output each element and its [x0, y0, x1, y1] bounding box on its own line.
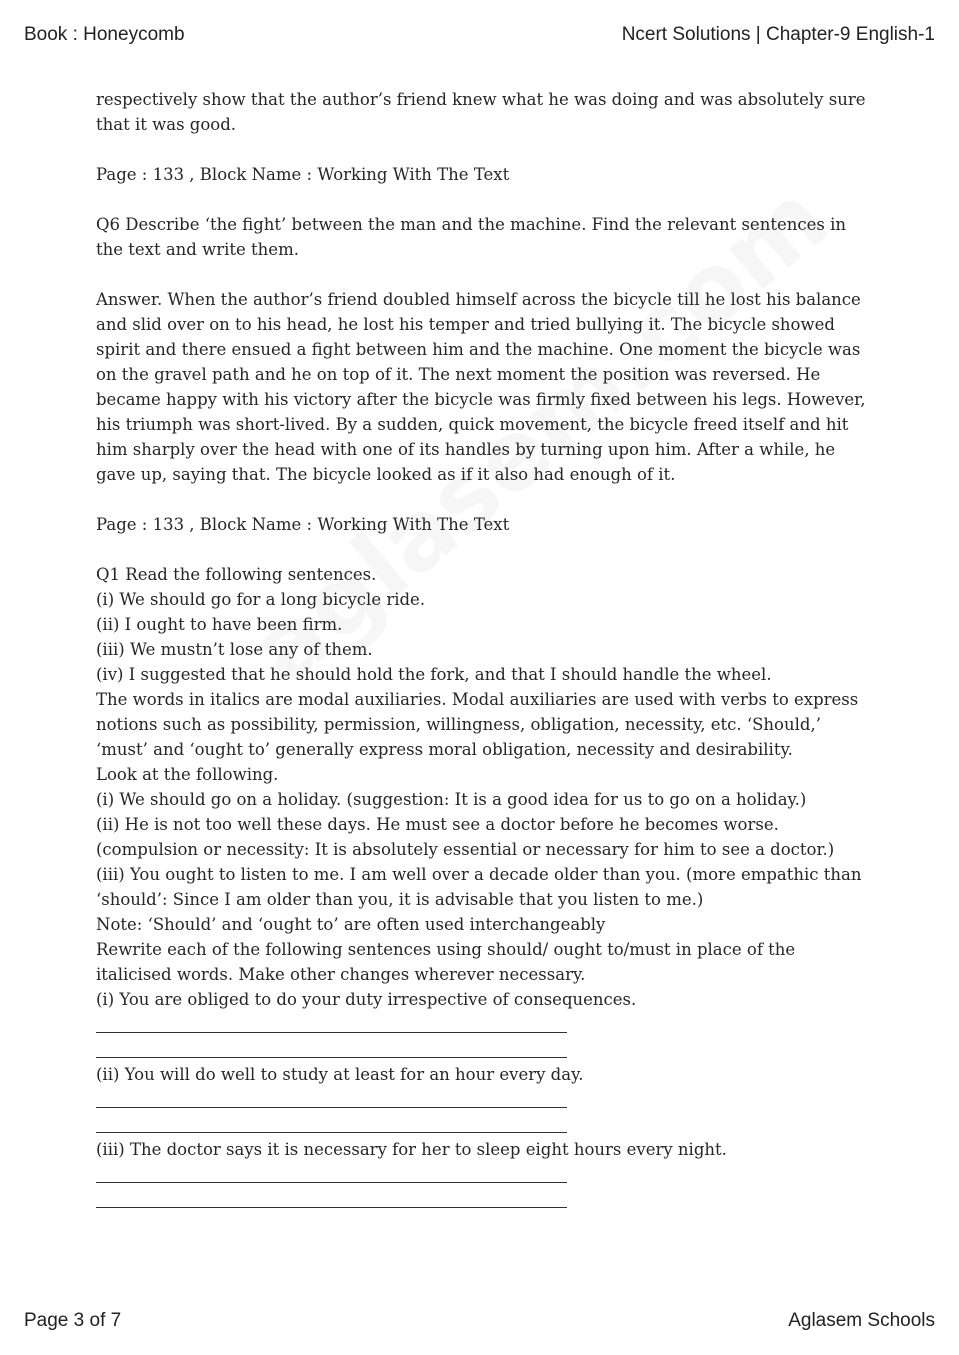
example-explanation: (i) We should go on a holiday. (suggestion: It is a good idea for us to go on a holiday.)	[96, 790, 807, 809]
example-explanation: (iii) You ought to listen to me. I am well over a decade older than you. (more empathic than ‘should’: Since I am older than you, it is advisable that you listen to me.)	[96, 865, 862, 909]
answer-blank-line[interactable]	[96, 1112, 567, 1137]
answer-blank-line[interactable]	[96, 1037, 567, 1062]
question-1-heading: Q1 Read the following sentences.	[96, 565, 377, 584]
exercise-item: (i) You are obliged to do your duty irrespective of consequences.	[96, 990, 637, 1009]
answer-blank-line[interactable]	[96, 1162, 567, 1187]
example-explanation: (ii) He is not too well these days. He must see a doctor before he becomes worse. (compulsion or necessity: It is absolutely essential or necessary for him to see a doctor.)	[96, 815, 835, 859]
look-heading: Look at the following.	[96, 765, 279, 784]
exercise-item: (iii) The doctor says it is necessary for her to sleep eight hours every night.	[96, 1140, 727, 1159]
answer-blank-line[interactable]	[96, 1012, 567, 1037]
question-6: Q6 Describe ‘the fight’ between the man and the machine. Find the relevant sentences in the text and write them.	[96, 215, 846, 259]
page-reference: Page : 133 , Block Name : Working With The Text	[96, 165, 510, 184]
example-sentence: (i) We should go for a long bicycle ride.	[96, 590, 426, 609]
answer-blank-line[interactable]	[96, 1087, 567, 1112]
example-sentence: (iii) We mustn’t lose any of them.	[96, 640, 373, 659]
header-book-title: Book : Honeycomb	[24, 24, 185, 45]
explanation-paragraph: The words in italics are modal auxiliaries. Modal auxiliaries are used with verbs to express notions such as possibility, permission, willingness, obligation, necessity, etc. ‘Should,’ ‘must’ and ‘ought to’ generally express moral obligation, necessity and desirability.	[96, 690, 859, 759]
page-content	[96, 87, 866, 1212]
note-text: Note: ‘Should’ and ‘ought to’ are often used interchangeably	[96, 915, 606, 934]
answer-blank-line[interactable]	[96, 1187, 567, 1212]
example-sentence: (ii) I ought to have been firm.	[96, 615, 343, 634]
exercise-item: (ii) You will do well to study at least for an hour every day.	[96, 1065, 584, 1084]
header-chapter-title: Ncert Solutions | Chapter-9 English-1	[621, 24, 935, 45]
footer-brand: Aglasem Schools	[788, 1310, 935, 1331]
intro-paragraph: respectively show that the author’s friend knew what he was doing and was absolutely sure that it was good.	[96, 90, 866, 134]
example-sentence: (iv) I suggested that he should hold the fork, and that I should handle the wheel.	[96, 665, 772, 684]
page-reference: Page : 133 , Block Name : Working With The Text	[96, 515, 510, 534]
footer-page-number: Page 3 of 7	[24, 1310, 122, 1331]
instruction-text: Rewrite each of the following sentences using should/ ought to/must in place of the italicised words. Make other changes wherever necessary.	[96, 940, 796, 984]
question-6-answer: Answer. When the author’s friend doubled himself across the bicycle till he lost his balance and slid over on to his head, he lost his temper and tried bullying it. The bicycle showed spirit and there ensued a fight between him and the machine. One moment the bicycle was on the gravel path and he on top of it. The next moment the position was reversed. He became happy with his victory after the bicycle was firmly fixed between his legs. However, his triumph was short-lived. By a sudden, quick movement, the bicycle freed itself and hit him sharply over the head with one of its handles by turning upon him. After a while, he gave up, saying that. The bicycle looked as if it also had enough of it.	[96, 290, 866, 484]
